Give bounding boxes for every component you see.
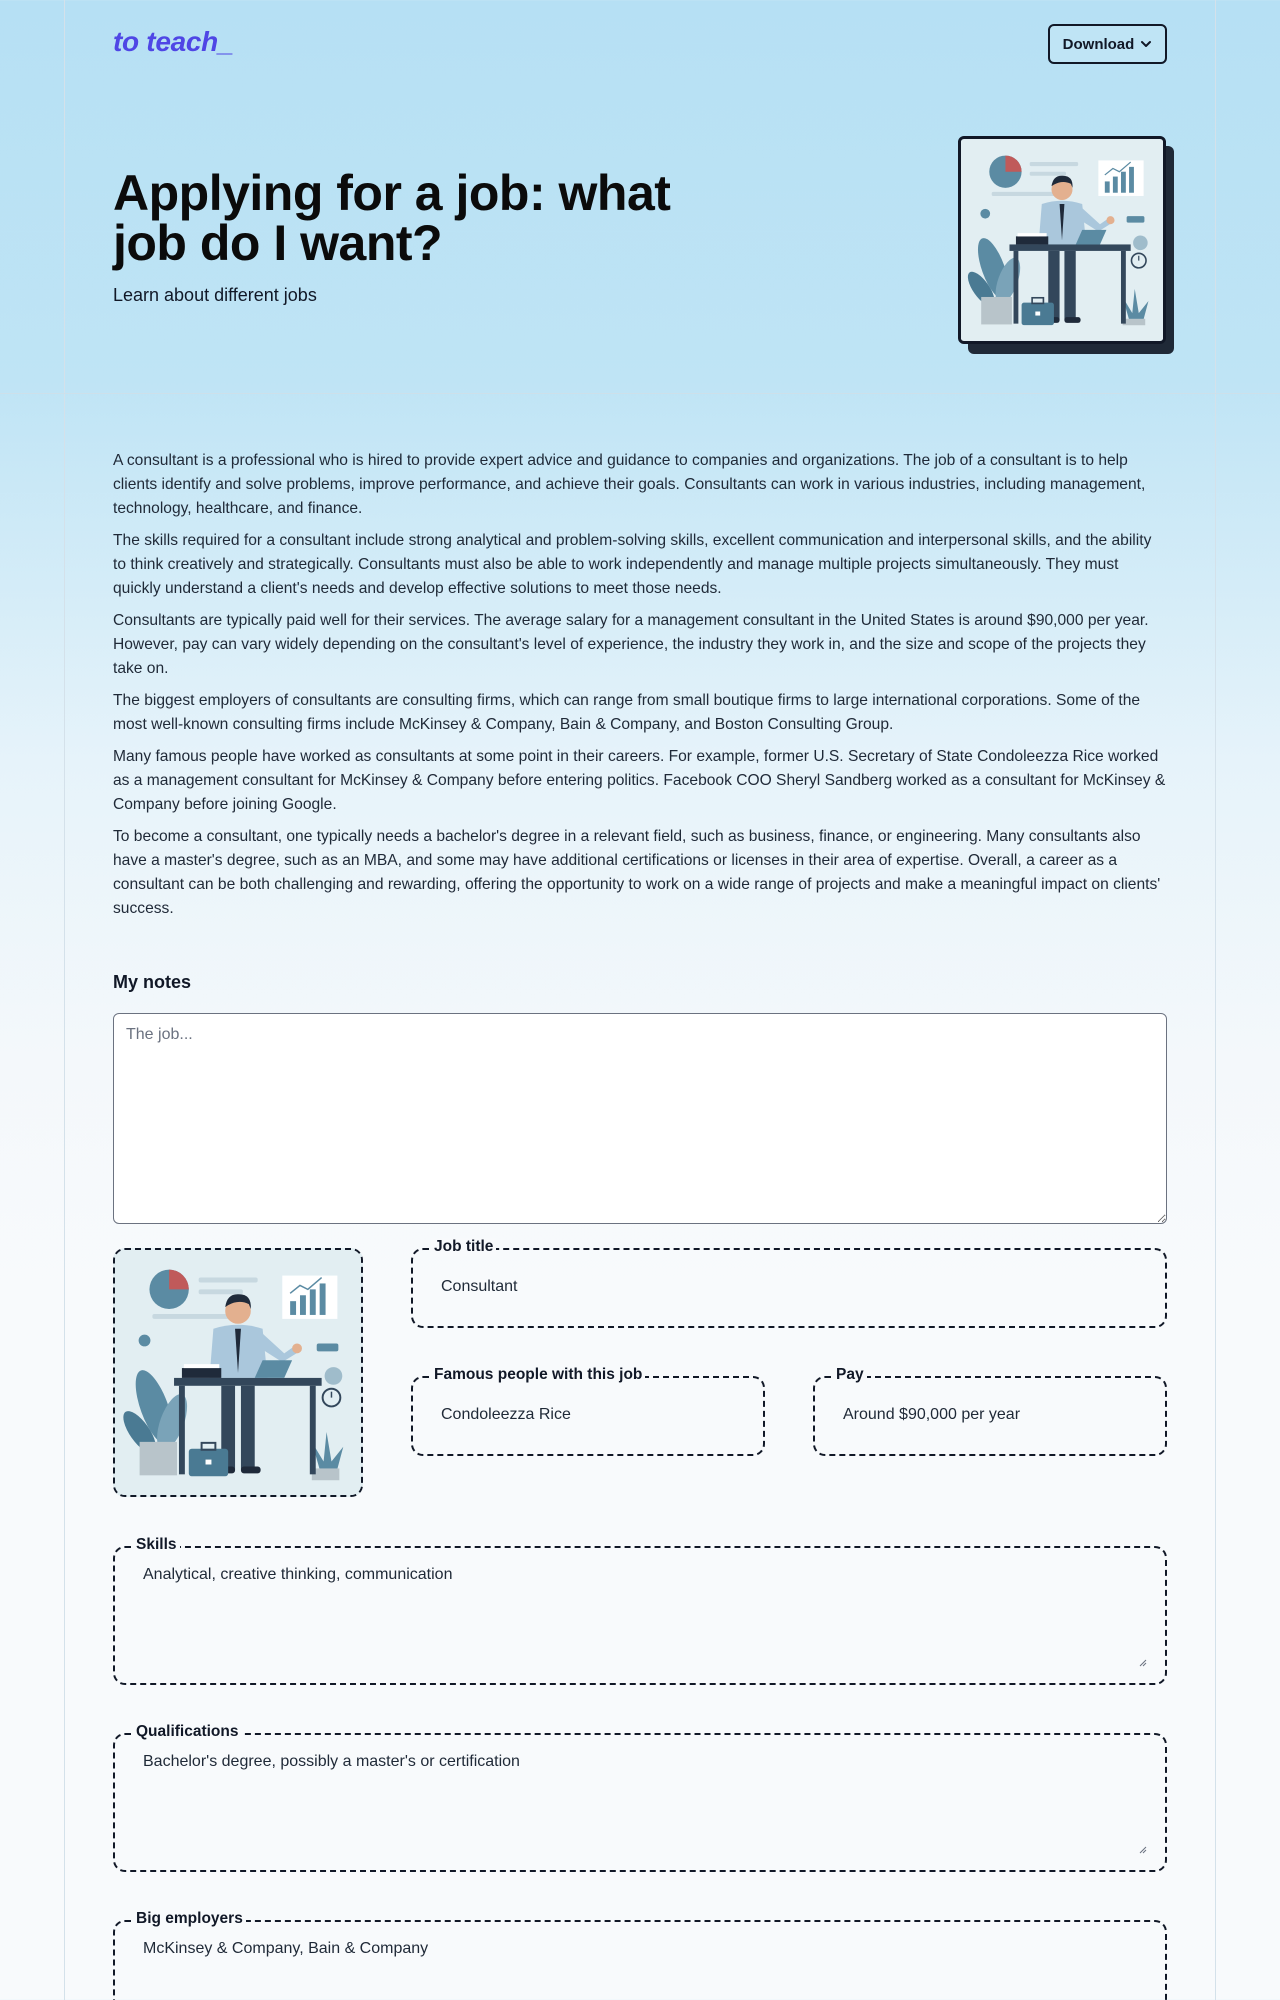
consultant-drawing-small: [115, 1250, 361, 1495]
big-employers-label: Big employers: [133, 1910, 246, 1928]
qualifications-field[interactable]: [113, 1723, 1167, 1872]
famous-people-label: Famous people with this job: [431, 1366, 645, 1384]
consultant-drawing: [961, 139, 1163, 341]
page-subtitle: Learn about different jobs: [113, 285, 317, 305]
big-employers-value[interactable]: McKinsey & Company, Bain & Company: [143, 1940, 429, 1957]
big-employers-field[interactable]: [113, 1910, 1167, 2000]
chevron-down-icon: [1140, 38, 1152, 50]
notes-label: My notes: [113, 972, 192, 992]
page-title: Applying for a job: what job do I want?: [113, 165, 671, 271]
famous-people-value[interactable]: Condoleezza Rice: [441, 1406, 571, 1423]
article-paragraph: To become a consultant, one typically needs a bachelor's degree in a relevant field, such as business, finance, or engineering. Many consultants also have a master's degree, such as an MBA, and some may have additional certifications or licenses in their area of expertise. Overall, a career as a consultant can be both challenging and rewarding, offering the opportunity to work on a wide range of projects and make a meaningful impact on clients' success.: [113, 828, 1161, 917]
hero-divider: [0, 393, 1280, 394]
pay-label: Pay: [833, 1366, 867, 1384]
consultant-illustration: [958, 136, 1166, 344]
qualifications-label: Qualifications: [133, 1723, 242, 1741]
article-body: [113, 449, 1167, 929]
skills-field[interactable]: [113, 1536, 1167, 1685]
article-paragraph: Many famous people have worked as consultants at some point in their careers. For example, former U.S. Secretary of State Condoleezza Rice worked as a management consultant for McKinsey & Company before entering politics. Facebook COO Sheryl Sandberg worked as a consultant for McKinsey & Company before joining Google.: [113, 748, 1166, 813]
article-paragraph: The biggest employers of consultants are consulting firms, which can range from small boutique firms to large international corporations. Some of the most well-known consulting firms include McKinsey & Company, Bain & Company, and Boston Consulting Group.: [113, 692, 1141, 733]
job-title-label: Job title: [431, 1238, 496, 1256]
download-label: Download: [1062, 35, 1135, 53]
qualifications-value[interactable]: Bachelor's degree, possibly a master's or certification: [143, 1753, 520, 1770]
article-paragraph: A consultant is a professional who is hired to provide expert advice and guidance to companies and organizations. The job of a consultant is to help clients identify and solve problems, improve performance, and achieve their goals. Consultants can work in various industries, including management, technology, healthcare, and finance.: [113, 452, 1146, 517]
job-title-field[interactable]: [411, 1238, 1167, 1328]
left-guide-line: [64, 0, 65, 2000]
job-title-value[interactable]: Consultant: [441, 1278, 518, 1295]
skills-label: Skills: [133, 1536, 180, 1554]
skills-value[interactable]: Analytical, creative thinking, communication: [143, 1566, 453, 1583]
resize-grip-icon[interactable]: [1139, 1846, 1147, 1854]
pay-field[interactable]: [813, 1366, 1167, 1456]
famous-people-field[interactable]: [411, 1366, 765, 1456]
download-button[interactable]: [1048, 24, 1167, 64]
notes-textarea[interactable]: [113, 1013, 1167, 1224]
pay-value[interactable]: Around $90,000 per year: [843, 1406, 1021, 1423]
article-paragraph: The skills required for a consultant include strong analytical and problem-solving skills, excellent communication and interpersonal skills, and the ability to think creatively and strategically. Consultants must also be able to work independently and manage multiple projects simultaneously. They must quickly understand a client's needs and develop effective solutions to meet those needs.: [113, 532, 1152, 597]
right-guide-line: [1215, 0, 1216, 2000]
job-card-illustration: [113, 1248, 363, 1497]
article-paragraph: Consultants are typically paid well for their services. The average salary for a management consultant in the United States is around $90,000 per year. However, pay can vary widely depending on the consultant's level of experience, the industry they work in, and the size and scope of the projects they take on.: [113, 612, 1149, 677]
hero-illustration: [958, 136, 1166, 344]
resize-grip-icon[interactable]: [1139, 1659, 1147, 1667]
logo[interactable]: to teach_: [113, 26, 234, 57]
